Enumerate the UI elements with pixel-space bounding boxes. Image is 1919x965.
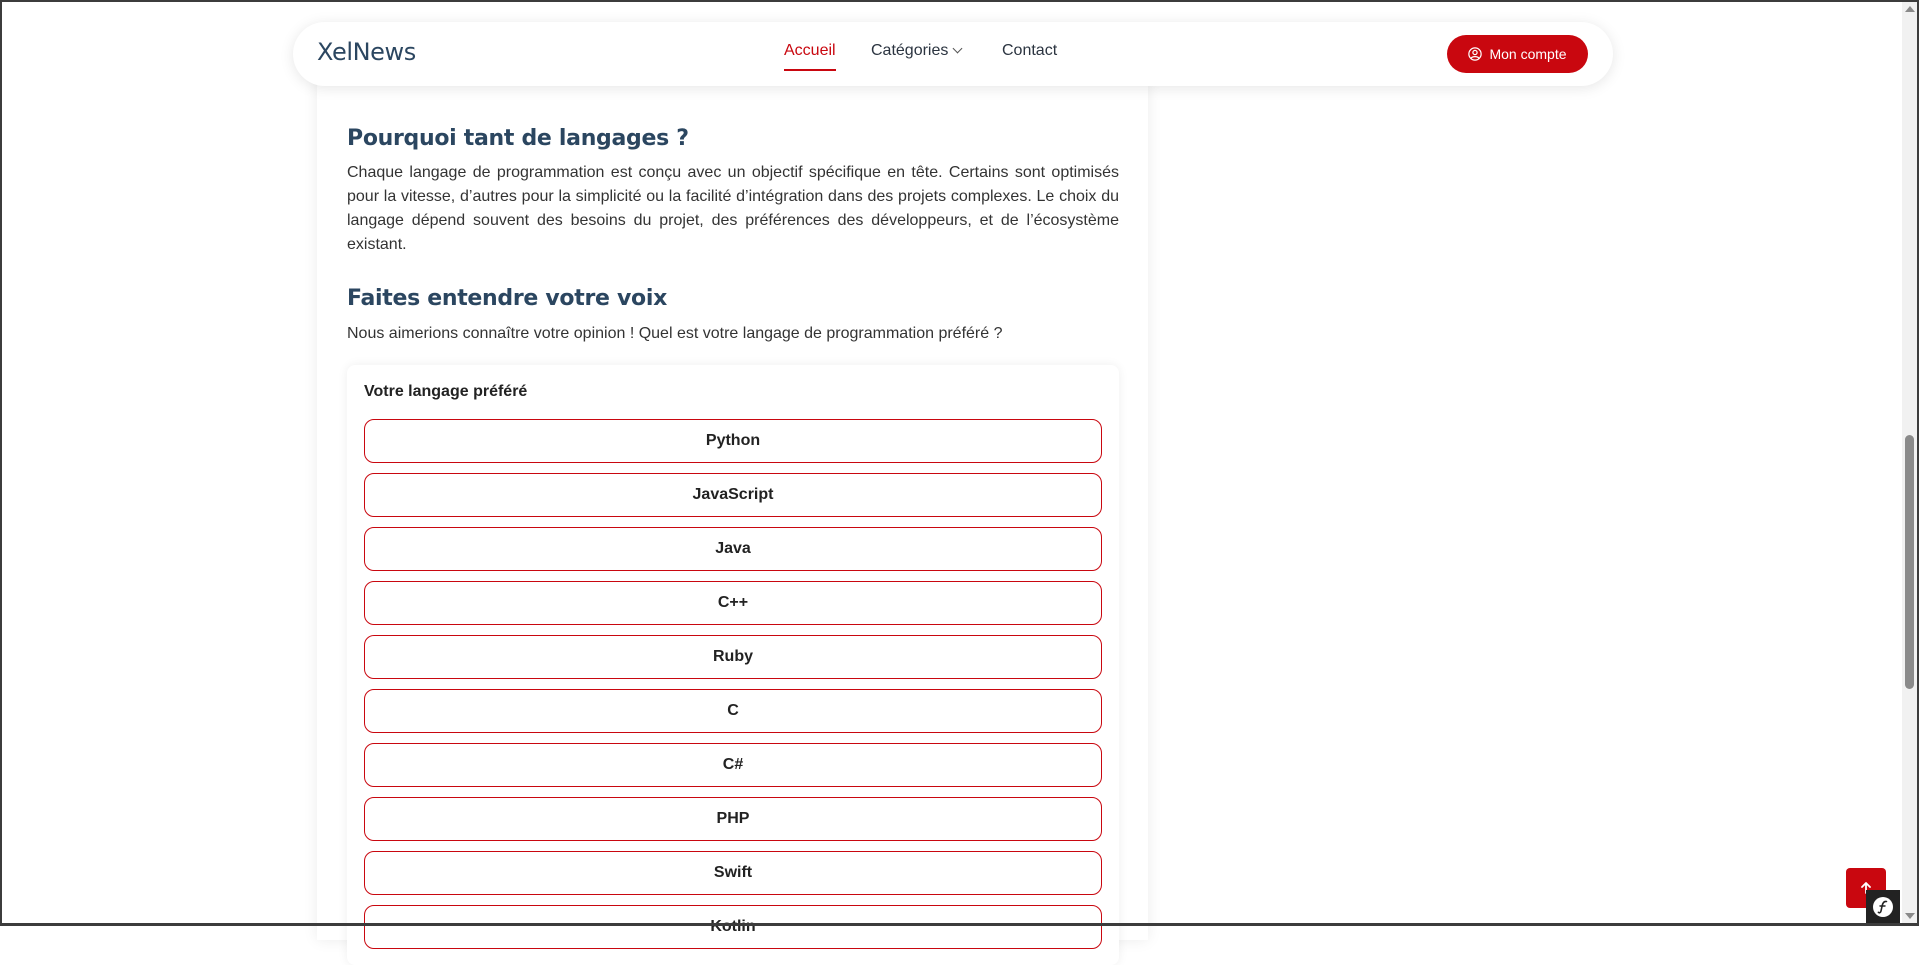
nav-home[interactable] bbox=[784, 42, 836, 60]
account-button[interactable] bbox=[1447, 35, 1588, 73]
section-text-voice: Nous aimerions connaître votre opinion ! Quel est votre langage de programmation préféré ? bbox=[347, 325, 1003, 342]
nav-categories-label: Catégories bbox=[871, 42, 949, 59]
symfony-icon bbox=[1872, 896, 1894, 918]
poll-option-python[interactable]: Python bbox=[364, 419, 1102, 463]
poll-option-ruby[interactable]: Ruby bbox=[364, 635, 1102, 679]
poll-option-c[interactable]: C bbox=[364, 689, 1102, 733]
user-circle-icon bbox=[1468, 47, 1482, 61]
nav-home-label: Accueil bbox=[784, 42, 836, 59]
scrollbar[interactable] bbox=[1902, 2, 1917, 923]
nav-active-underline bbox=[784, 69, 836, 71]
account-button-label: Mon compte bbox=[1489, 46, 1567, 62]
nav-categories[interactable] bbox=[871, 42, 961, 60]
symfony-debug-badge[interactable] bbox=[1866, 890, 1900, 924]
poll-option-kotlin[interactable]: Kotlin bbox=[364, 905, 1102, 949]
poll-box bbox=[347, 365, 1119, 965]
scroll-down-arrow-icon[interactable] bbox=[1905, 913, 1915, 919]
poll-option-swift[interactable]: Swift bbox=[364, 851, 1102, 895]
brand-logo[interactable]: XelNews bbox=[317, 38, 416, 66]
section-text-why: Chaque langage de programmation est conçu avec un objectif spécifique en tête. Certains sont optimisés pour la vitesse, d’autres pour la simplicité ou la facilité d’intégration dans des projets complexes. Le choix du langage dépend souvent des besoins du projet, des préférences des développeurs, et de l’écosystème existant. bbox=[347, 164, 1119, 253]
poll-title: Votre langage préféré bbox=[364, 383, 528, 400]
section-title-voice: Faites entendre votre voix bbox=[347, 286, 667, 311]
poll-option-csharp[interactable]: C# bbox=[364, 743, 1102, 787]
nav-contact[interactable]: Contact bbox=[1002, 42, 1058, 59]
poll-option-javascript[interactable]: JavaScript bbox=[364, 473, 1102, 517]
poll-option-java[interactable]: Java bbox=[364, 527, 1102, 571]
scroll-up-arrow-icon[interactable] bbox=[1905, 6, 1915, 12]
section-title-why: Pourquoi tant de langages ? bbox=[347, 126, 689, 151]
scrollbar-thumb[interactable] bbox=[1905, 435, 1914, 689]
poll-option-cpp[interactable]: C++ bbox=[364, 581, 1102, 625]
poll-option-php[interactable]: PHP bbox=[364, 797, 1102, 841]
chevron-down-icon bbox=[953, 44, 963, 54]
site-header bbox=[293, 22, 1613, 86]
